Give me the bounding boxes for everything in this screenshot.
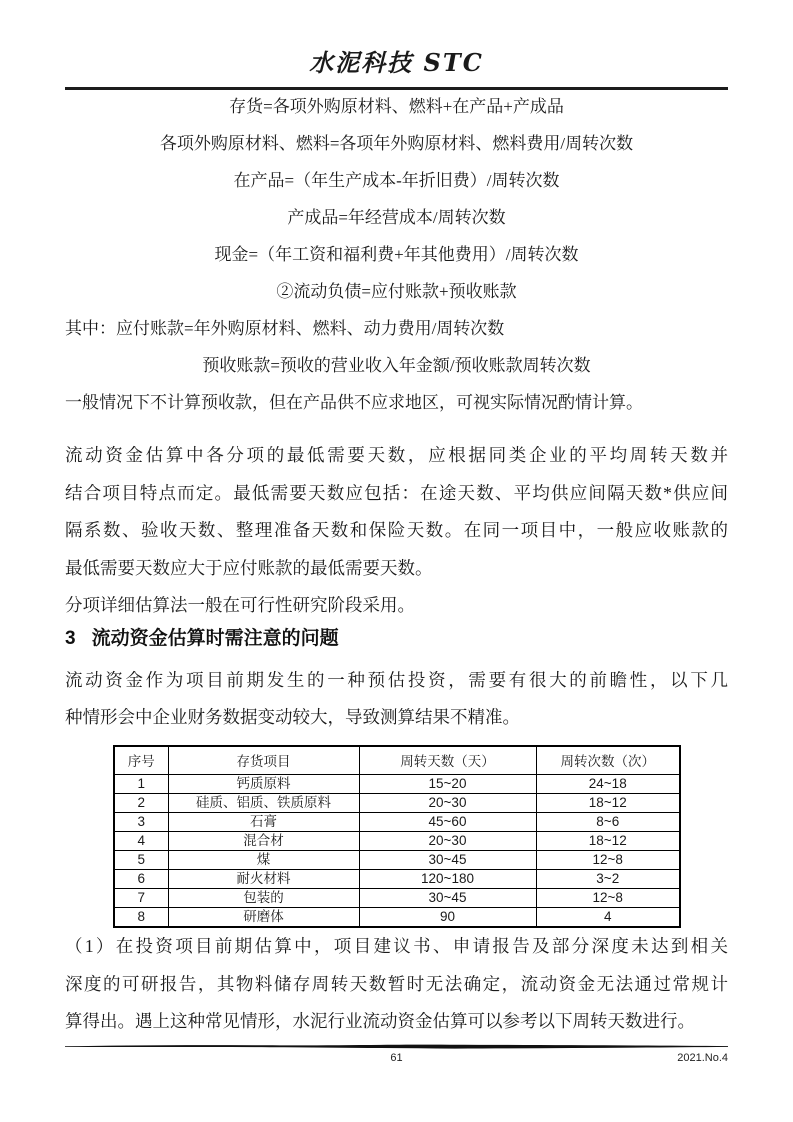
table-row — [114, 813, 680, 832]
cell-days: 45~60 — [359, 813, 536, 832]
formula-line: 在产品=（年生产成本-年折旧费）/周转次数 — [233, 171, 560, 190]
page-header — [65, 0, 728, 90]
paragraph-line: 分项详细估算法一般在可行性研究阶段采用。 — [65, 595, 415, 615]
formula-line: 各项外购原材料、燃料=各项年外购原材料、燃料费用/周转次数 — [159, 134, 634, 153]
paragraph-detailed-method — [65, 587, 728, 625]
cell-index: 2 — [114, 794, 168, 813]
col-header-times: 周转次数（次） — [536, 746, 680, 775]
section-number: 3 — [65, 627, 76, 649]
cell-days: 30~45 — [359, 851, 536, 870]
formula-line: 预收账款=预收的营业收入年金额/预收账款周转次数 — [202, 356, 591, 375]
col-header-index: 序号 — [114, 746, 168, 775]
paragraph-line: 流动资金作为项目前期发生的一种预估投资，需要有很大的前瞻性，以下几 — [65, 669, 728, 690]
cell-times: 12~8 — [536, 889, 680, 908]
cell-index: 5 — [114, 851, 168, 870]
paragraph-early-estimate — [65, 928, 728, 1041]
cell-days: 15~20 — [359, 775, 536, 794]
paragraph-line: 结合项目特点而定。最低需要天数应包括：在途天数、平均供应间隔天数*供应间 — [65, 482, 728, 503]
col-header-days: 周转天数（天） — [359, 746, 536, 775]
journal-title: 水泥科技 STC — [309, 48, 484, 77]
page-number: 61 — [390, 1052, 403, 1064]
paragraph-min-days — [65, 437, 728, 587]
formula-line: 一般情况下不计算预收款，但在产品供不应求地区，可视实际情况酌情计算。 — [65, 393, 643, 412]
table-row — [114, 794, 680, 813]
cell-times: 3~2 — [536, 870, 680, 889]
cell-times: 24~18 — [536, 775, 680, 794]
cell-times: 18~12 — [536, 832, 680, 851]
cell-item: 耐火材料 — [168, 870, 359, 889]
footer-meta — [65, 1052, 728, 1066]
cell-index: 4 — [114, 832, 168, 851]
cell-item: 混合材 — [168, 832, 359, 851]
paragraph-line: 算得出。遇上这种常见情形，水泥行业流动资金估算可以参考以下周转天数进行。 — [65, 1011, 695, 1031]
formula-line: ②流动负债=应付账款+预收账款 — [276, 282, 517, 301]
footer-decorative-rule — [65, 1043, 728, 1050]
cell-times: 4 — [536, 908, 680, 928]
page-footer — [65, 1043, 728, 1066]
table-row — [114, 851, 680, 870]
cell-item: 研磨体 — [168, 908, 359, 928]
cell-index: 1 — [114, 775, 168, 794]
paragraph-line: 种情形会中企业财务数据变动较大，导致测算结果不精准。 — [65, 707, 520, 727]
cell-item: 硅质、铝质、铁质原料 — [168, 794, 359, 813]
formula-line: 产成品=年经营成本/周转次数 — [287, 208, 506, 227]
cell-days: 90 — [359, 908, 536, 928]
paragraph-line: 深度的可研报告，其物料储存周转天数暂时无法确定，流动资金无法通过常规计 — [65, 973, 728, 994]
cell-times: 18~12 — [536, 794, 680, 813]
cell-index: 3 — [114, 813, 168, 832]
table-row — [114, 832, 680, 851]
table-row — [114, 870, 680, 889]
formula-line: 存货=各项外购原材料、燃料+在产品+产成品 — [229, 97, 564, 116]
paragraph-line: （1）在投资项目前期估算中，项目建议书、申请报告及部分深度未达到相关 — [65, 936, 728, 956]
section-heading — [65, 621, 728, 657]
cell-item: 石膏 — [168, 813, 359, 832]
paragraph-line: 流动资金估算中各分项的最低需要天数，应根据同类企业的平均周转天数并 — [65, 445, 728, 465]
inventory-turnover-table — [113, 745, 681, 929]
section-title: 流动资金估算时需注意的问题 — [91, 627, 339, 649]
cell-days: 120~180 — [359, 870, 536, 889]
paragraph-line: 最低需要天数应大于应付账款的最低需要天数。 — [65, 557, 433, 578]
formula-line: 其中：应付账款=年外购原材料、燃料、动力费用/周转次数 — [65, 319, 505, 338]
cell-times: 12~8 — [536, 851, 680, 870]
table-body — [114, 775, 680, 928]
cell-index: 6 — [114, 870, 168, 889]
paragraph-line: 隔系数、验收天数、整理准备天数和保险天数。在同一项目中，一般应收账款的 — [65, 520, 728, 540]
cell-item: 钙质原料 — [168, 775, 359, 794]
table-header-row — [114, 746, 680, 775]
cell-days: 20~30 — [359, 832, 536, 851]
table-row — [114, 775, 680, 794]
cell-item: 煤 — [168, 851, 359, 870]
issue-number: 2021.No.4 — [677, 1052, 728, 1064]
formula-line: 现金=（年工资和福利费+年其他费用）/周转次数 — [214, 245, 579, 264]
cell-index: 8 — [114, 908, 168, 928]
formula-block — [65, 88, 728, 421]
table-row — [114, 908, 680, 928]
cell-index: 7 — [114, 889, 168, 908]
cell-days: 30~45 — [359, 889, 536, 908]
cell-days: 20~30 — [359, 794, 536, 813]
cell-times: 8~6 — [536, 813, 680, 832]
cell-item: 包装的 — [168, 889, 359, 908]
table-row — [114, 889, 680, 908]
paragraph-forecast-intro — [65, 662, 728, 737]
col-header-item: 存货项目 — [168, 746, 359, 775]
